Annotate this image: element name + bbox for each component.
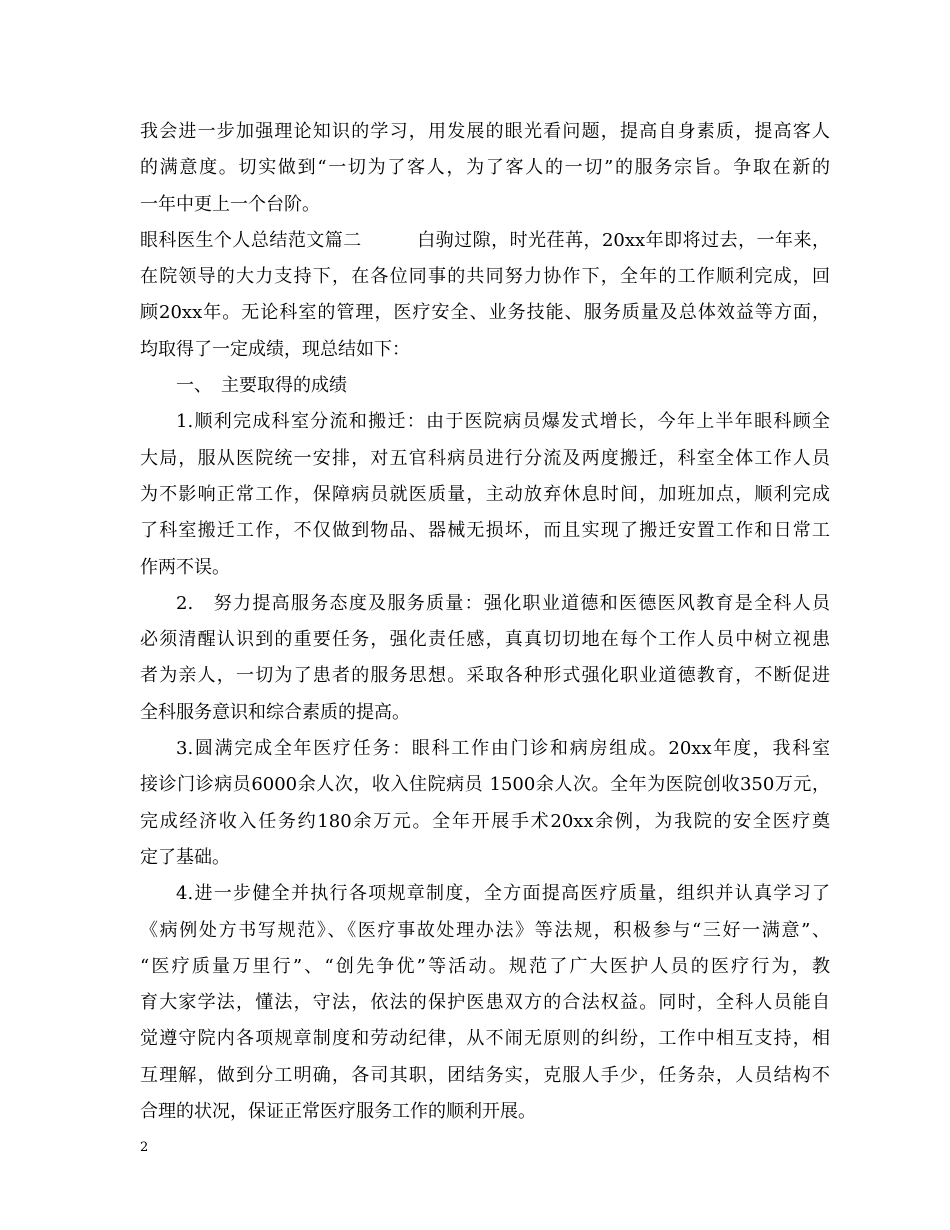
text-line-content: 《病例处方书写规范》、《医疗事故处理办法》等法规，积极参与“三好一满意”、 (140, 919, 830, 941)
text-line (140, 949, 830, 985)
text-line (140, 513, 830, 549)
text-line (140, 658, 830, 694)
text-line (140, 586, 830, 622)
text-line-content: “医疗质量万里行”、“创先争优”等活动。规范了广大医护人员的医疗行为，教 (140, 955, 830, 977)
text-line-content: 均取得了一定成绩，现总结如下： (140, 338, 410, 360)
text-line-content: 为不影响正常工作，保障病员就医质量，主动放弃休息时间，加班加点，顺利完成 (140, 483, 830, 505)
text-line-content: 互理解，做到分工明确，各司其职，团结务实，克服人手少，任务杂，人员结构不 (140, 1064, 830, 1086)
text-line-content: 1.顺利完成科室分流和搬迁：由于医院病员爆发式增长，今年上半年眼科顾全 (176, 411, 830, 433)
text-line-content: 一、 主要取得的成绩 (176, 375, 347, 397)
text-line (140, 477, 830, 513)
text-line (140, 804, 830, 840)
text-line-content: 4.进一步健全并执行各项规章制度，全方面提高医疗质量，组织并认真学习了 (176, 883, 830, 905)
text-line-content: 一年中更上一个台阶。 (140, 193, 320, 215)
text-line-content: 顾20xx年。无论科室的管理，医疗安全、业务技能、服务质量及总体效益等方面， (140, 302, 830, 324)
text-line-content: 3.圆满完成全年医疗任务：眼科工作由门诊和病房组成。20xx年度，我科室 (176, 738, 830, 760)
text-line (140, 1094, 830, 1130)
text-line (140, 550, 830, 586)
text-line (140, 1021, 830, 1057)
text-line (140, 695, 830, 731)
text-line-content: 眼科医生个人总结范文篇二 白驹过隙，时光荏苒，20xx年即将过去，一年来， (140, 229, 830, 251)
text-line-content: 必须清醒认识到的重要任务，强化责任感，真真切切地在每个工作人员中树立视患 (140, 629, 830, 651)
text-line (140, 114, 830, 150)
text-line (140, 767, 830, 803)
text-line (140, 404, 830, 440)
text-line (140, 332, 830, 368)
text-line-content: 的满意度。切实做到“一切为了客人，为了客人的一切”的服务宗旨。争取在新的 (140, 157, 830, 179)
text-line (140, 876, 830, 912)
text-line (140, 368, 830, 404)
text-line (140, 187, 830, 223)
body-text (140, 114, 830, 1130)
text-line (140, 622, 830, 658)
text-line-content: 育大家学法，懂法，守法，依法的保护医患双方的合法权益。同时，全科人员能自 (140, 992, 830, 1014)
text-line-content: 2. 努力提高服务态度及服务质量：强化职业道德和医德医风教育是全科人员 (176, 592, 830, 614)
text-line (140, 441, 830, 477)
text-line-content: 在院领导的大力支持下，在各位同事的共同努力协作下，全年的工作顺利完成，回 (140, 266, 830, 288)
text-line-content: 完成经济收入任务约180余万元。全年开展手术20xx余例，为我院的安全医疗奠 (140, 810, 830, 832)
text-line (140, 150, 830, 186)
text-line-content: 定了基础。 (140, 846, 230, 868)
text-line (140, 1058, 830, 1094)
page-number: 2 (140, 1140, 149, 1155)
text-line-content: 了科室搬迁工作，不仅做到物品、器械无损坏，而且实现了搬迁安置工作和日常工 (140, 520, 830, 542)
text-line-content: 我会进一步加强理论知识的学习，用发展的眼光看问题，提高自身素质，提高客人 (140, 121, 830, 142)
text-line-content: 者为亲人，一切为了患者的服务思想。采取各种形式强化职业道德教育，不断促进 (140, 665, 830, 687)
text-line (140, 295, 830, 331)
text-line-content: 觉遵守院内各项规章制度和劳动纪律，从不闹无原则的纠纷，工作中相互支持，相 (140, 1028, 830, 1050)
text-line-content: 接诊门诊病员6000余人次，收入住院病员 1500余人次。全年为医院创收350万元， (140, 774, 830, 796)
text-line (140, 840, 830, 876)
text-line-content: 作两不误。 (140, 556, 230, 578)
text-line (140, 913, 830, 949)
text-line-content: 合理的状况，保证正常医疗服务工作的顺利开展。 (140, 1101, 536, 1123)
text-line (140, 731, 830, 767)
text-line (140, 259, 830, 295)
text-line (140, 985, 830, 1021)
text-line (140, 223, 830, 259)
text-line-content: 全科服务意识和综合素质的提高。 (140, 701, 410, 723)
text-line-content: 大局，服从医院统一安排，对五官科病员进行分流及两度搬迁，科室全体工作人员 (140, 447, 830, 469)
